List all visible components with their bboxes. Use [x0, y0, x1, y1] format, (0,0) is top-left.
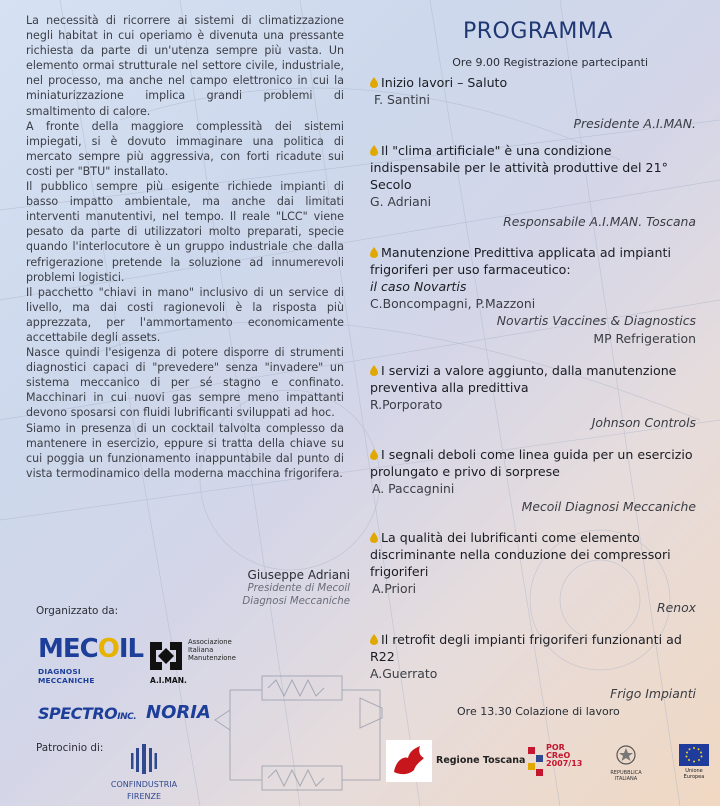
- item-affiliation-secondary: MP Refrigeration: [593, 331, 696, 346]
- programme-title: PROGRAMMA: [463, 19, 613, 44]
- noria-logo: [146, 702, 211, 723]
- aiman-label: A.I.MAN.: [150, 676, 187, 685]
- item-affiliation: Renox: [657, 600, 696, 615]
- spectro-logo-suffix: INC.: [117, 712, 137, 722]
- signature-role: Presidente di Mecoil: [247, 583, 350, 594]
- item-speaker: A.Priori: [372, 581, 417, 596]
- intro-paragraph: Siamo in presenza di un cocktail talvolta complesso da mantenere in esercizio, eppure si tratta della chiave su cui poggia un funzionamento inappuntabile dal punto di vista termodinamico della moderna macchina frigorifera.: [26, 421, 344, 480]
- oil-drop-icon: [370, 145, 378, 156]
- item-speaker: A.Guerrato: [370, 666, 438, 681]
- intro-paragraph: A fronte della maggiore complessità dei sistemi impiegati, si è dovuto immaginare una politica di mercato sempre più aggressiva, con forti ricadute sui costi per "BTU" installato.: [26, 119, 344, 178]
- intro-paragraph: Il pubblico sempre più esigente richiede impianti di basso impatto ambientale, ma anche dai limitati interventi manutentivi, nel tempo. Il reale "LCC" viene pesato da parte di utilizzatori molto preparati, specie quando l'interlocutore è un gruppo industriale che dalla refrigerazione pretende la soluzione ad innumerevoli problemi logistici.: [26, 180, 344, 284]
- oil-drop-icon: [370, 634, 378, 645]
- item-title: Manutenzione Predittiva applicata ad impianti frigoriferi per uso farmaceutico:: [370, 245, 671, 277]
- aiman-line: Italiana: [188, 646, 214, 654]
- aiman-line: Associazione: [188, 638, 232, 646]
- aiman-logo: [144, 634, 236, 688]
- confindustria-name: CONFINDUSTRIA: [110, 780, 178, 789]
- signature: [200, 568, 350, 608]
- programme-item: [370, 362, 696, 432]
- item-affiliation: Novartis Vaccines & Diagnostics: [496, 313, 696, 328]
- item-speaker: A. Paccagnini: [372, 481, 455, 496]
- programme-item: [370, 529, 696, 617]
- creo-label: CReO: [546, 751, 571, 760]
- patronage-label: Patrocinio di:: [36, 742, 104, 754]
- programme-item: [370, 142, 696, 231]
- item-affiliation: Responsabile A.I.MAN. Toscana: [503, 214, 696, 229]
- aiman-emblem-icon: [146, 636, 186, 676]
- item-affiliation: Frigo Impianti: [610, 686, 696, 701]
- item-speaker: C.Boncompagni, P.Mazzoni: [370, 296, 536, 311]
- mecoil-logo: [38, 634, 144, 685]
- programme-item: [370, 74, 696, 133]
- por-creo-text: [546, 744, 582, 768]
- item-title: La qualità dei lubrificanti come elemento discriminante nella conduzione dei compressori frigoriferi: [370, 530, 671, 579]
- confindustria-city: FIRENZE: [126, 792, 162, 801]
- item-title: I servizi a valore aggiunto, dalla manutenzione preventiva alla predittiva: [370, 363, 677, 395]
- por-label: POR: [546, 743, 565, 752]
- oil-drop-icon: [370, 77, 378, 88]
- item-affiliation: Presidente A.I.MAN.: [573, 116, 696, 131]
- signature-name: Giuseppe Adriani: [247, 568, 350, 582]
- repubblica-label: REPUBBLICA ITALIANA: [610, 770, 642, 782]
- lunch-time: Ore 13.30 Colazione di lavoro: [457, 705, 620, 718]
- oil-drop-icon: [370, 532, 378, 543]
- regione-toscana-name: Regione Toscana: [436, 755, 526, 766]
- item-title: I segnali deboli come linea guida per un esercizio prolungato e privo di sorprese: [370, 447, 693, 479]
- eu-flag-icon: [679, 744, 709, 766]
- intro-text: [26, 13, 344, 481]
- aiman-line: Manutenzione: [188, 654, 236, 662]
- programme-item: [370, 244, 696, 347]
- european-union-logo: [678, 744, 710, 780]
- spectro-logo-text: SPECTRO: [38, 704, 118, 723]
- item-subtitle: il caso Novartis: [370, 279, 467, 294]
- item-title: Inizio lavori – Saluto: [381, 75, 508, 90]
- item-title: Il retrofit degli impianti frigoriferi funzionanti ad R22: [370, 632, 682, 664]
- spectro-logo: [38, 704, 136, 723]
- mecoil-logo-drop: O: [97, 634, 119, 664]
- confindustria-emblem-icon: [127, 744, 161, 774]
- noria-logo-text: NORIA: [146, 702, 211, 723]
- intro-paragraph: Nasce quindi l'esigenza di potere disporre di strumenti diagnostici capaci di "prevedere" senza "invadere" un sistema meccanico di per sé stagno e confinato. Macchinari in cui nuovi gas sempre meno impattanti devono sposarsi con fluidi lubrificanti sviluppati ad hoc.: [26, 346, 344, 420]
- por-years: 2007/13: [546, 759, 583, 768]
- programme-item: [370, 631, 696, 703]
- item-affiliation: Mecoil Diagnosi Meccaniche: [521, 499, 696, 514]
- repubblica-italiana-logo: [606, 744, 646, 782]
- eu-label: Unione Europea: [683, 768, 705, 780]
- intro-paragraph: Il pacchetto "chiavi in mano" inclusivo di un service di livello, ma dai costi ragionevoli è la risposta più apprezzata, per l'ammortamento economicamente accettabile degli assets.: [26, 285, 344, 344]
- registration-time: Ore 9.00 Registrazione partecipanti: [452, 56, 648, 69]
- programme-item: [370, 446, 696, 516]
- oil-drop-icon: [370, 365, 378, 376]
- intro-paragraph: La necessità di ricorrere ai sistemi di climatizzazione negli habitat in cui operiamo è divenuta una pressante richiesta da parte di un'utenza sempre più vasta. Un elemento ormai strutturale nel settore civile, industriale, nel processo, ma anche nel campo elettronico in cui la miniaturizzazione implica grandi problemi di smaltimento di calore.: [26, 14, 344, 118]
- signature-role: Diagnosi Meccaniche: [242, 596, 350, 607]
- italian-emblem-icon: [615, 744, 637, 766]
- oil-drop-icon: [370, 449, 378, 460]
- por-squares-icon: [528, 747, 546, 777]
- pegasus-icon: [386, 740, 432, 782]
- mecoil-logo-text: MEC: [38, 634, 98, 664]
- item-affiliation: Johnson Controls: [591, 415, 696, 430]
- mecoil-logo-subtitle: DIAGNOSI MECCANICHE: [38, 667, 95, 685]
- item-title: Il "clima artificiale" è una condizione indispensabile per le attività produttive del 21° Secolo: [370, 143, 668, 192]
- mecoil-logo-text: IL: [118, 634, 144, 664]
- regione-toscana-logo: [386, 740, 432, 782]
- confindustria-logo: [104, 744, 184, 802]
- item-speaker: G. Adriani: [370, 194, 432, 209]
- item-speaker: F. Santini: [374, 92, 430, 107]
- organized-by-label: Organizzato da:: [36, 605, 119, 617]
- item-speaker: R.Porporato: [370, 397, 443, 412]
- oil-drop-icon: [370, 247, 378, 258]
